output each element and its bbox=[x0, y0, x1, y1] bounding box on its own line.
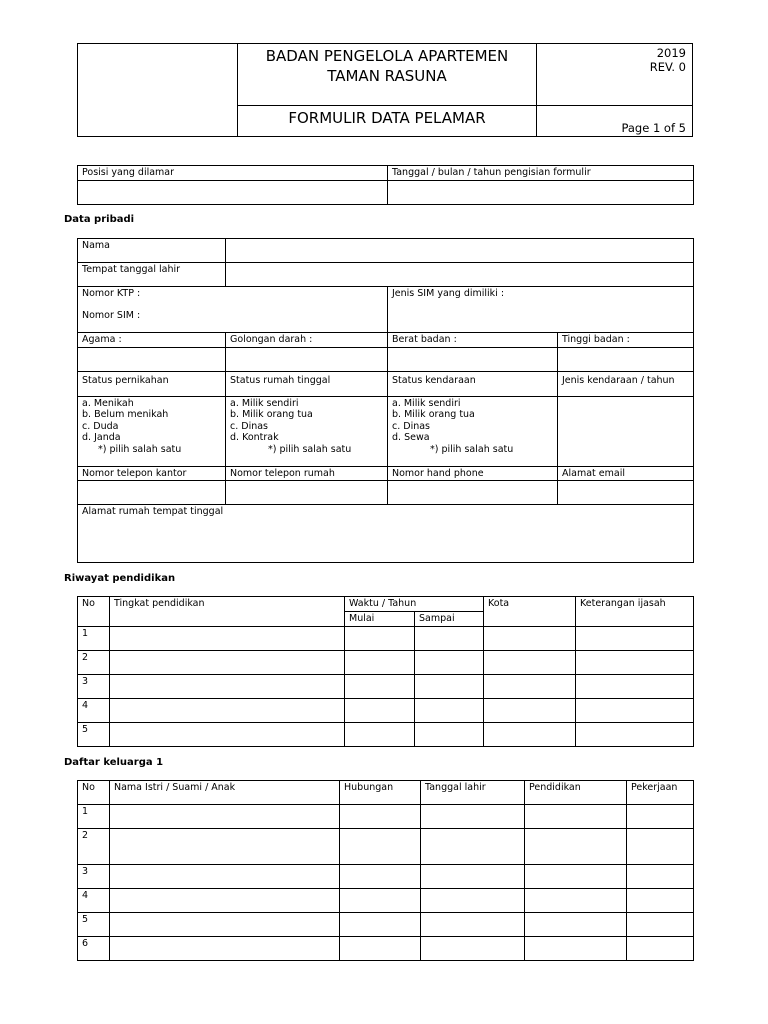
religion-field[interactable] bbox=[78, 347, 226, 371]
form-title-cell bbox=[238, 106, 537, 136]
family-table bbox=[77, 780, 694, 961]
table-row bbox=[78, 937, 694, 961]
education-table bbox=[77, 596, 694, 747]
name-field[interactable] bbox=[226, 239, 694, 263]
edu-col-level: Tingkat pendidikan bbox=[110, 597, 345, 627]
blood-field[interactable] bbox=[226, 347, 388, 371]
height-field[interactable] bbox=[558, 347, 694, 371]
position-label: Posisi yang dilamar bbox=[78, 166, 388, 181]
height-label: Tinggi badan : bbox=[558, 333, 694, 348]
vehicle-status-label: Status kendaraan bbox=[388, 371, 558, 396]
edu-col-end: Sampai bbox=[415, 611, 484, 626]
email-field[interactable] bbox=[558, 481, 694, 505]
marital-option: c. Duda bbox=[82, 420, 119, 432]
row-number: 4 bbox=[78, 698, 110, 722]
edu-col-certificate: Keterangan ijasah bbox=[576, 597, 694, 627]
row-number: 1 bbox=[78, 626, 110, 650]
office-phone-label: Nomor telepon kantor bbox=[78, 466, 226, 481]
page-cell bbox=[537, 106, 692, 136]
row-number: 3 bbox=[78, 674, 110, 698]
choose-one-note: *) pilih salah satu bbox=[430, 443, 514, 455]
org-name-line2: TAMAN RASUNA bbox=[327, 67, 447, 85]
home-phone-label: Nomor telepon rumah bbox=[226, 466, 388, 481]
marital-options[interactable] bbox=[78, 396, 226, 466]
religion-label: Agama : bbox=[78, 333, 226, 348]
vehicle-type-label: Jenis kendaraan / tahun bbox=[558, 371, 694, 396]
edu-col-city: Kota bbox=[484, 597, 576, 627]
table-row bbox=[78, 722, 694, 746]
vehicle-option: b. Milik orang tua bbox=[392, 409, 475, 420]
position-field[interactable] bbox=[78, 180, 388, 204]
table-row bbox=[78, 865, 694, 889]
family-col-relation: Hubungan bbox=[340, 781, 421, 805]
edu-col-period: Waktu / Tahun bbox=[345, 597, 484, 612]
sim-type-cell[interactable] bbox=[388, 287, 694, 333]
page-number: Page 1 of 5 bbox=[621, 121, 686, 135]
vehicle-status-options[interactable] bbox=[388, 396, 558, 466]
row-number: 6 bbox=[78, 937, 110, 961]
section-title-education: Riwayat pendidikan bbox=[64, 573, 176, 584]
housing-options[interactable] bbox=[226, 396, 388, 466]
logo-area bbox=[78, 44, 238, 136]
office-phone-field[interactable] bbox=[78, 481, 226, 505]
revision-cell bbox=[537, 44, 692, 106]
row-number: 3 bbox=[78, 865, 110, 889]
family-col-no: No bbox=[78, 781, 110, 805]
marital-option: b. Belum menikah bbox=[82, 409, 169, 420]
housing-label: Status rumah tinggal bbox=[226, 371, 388, 396]
revision-text: REV. 0 bbox=[649, 60, 686, 74]
row-number: 2 bbox=[78, 650, 110, 674]
ktp-label: Nomor KTP : bbox=[82, 288, 141, 299]
table-row bbox=[78, 626, 694, 650]
family-col-education: Pendidikan bbox=[525, 781, 627, 805]
table-row bbox=[78, 913, 694, 937]
housing-option: b. Milik orang tua bbox=[230, 409, 313, 420]
mobile-phone-label: Nomor hand phone bbox=[388, 466, 558, 481]
marital-label: Status pernikahan bbox=[78, 371, 226, 396]
date-label: Tanggal / bulan / tahun pengisian formulir bbox=[388, 166, 694, 181]
marital-option: d. Janda bbox=[82, 432, 121, 443]
blood-label: Golongan darah : bbox=[226, 333, 388, 348]
table-row bbox=[78, 829, 694, 865]
vehicle-option: c. Dinas bbox=[392, 420, 431, 432]
row-number: 2 bbox=[78, 829, 110, 865]
sim-type-label: Jenis SIM yang dimiliki : bbox=[392, 288, 505, 299]
org-name-line1: BADAN PENGELOLA APARTEMEN bbox=[265, 47, 509, 65]
org-name-cell bbox=[238, 44, 537, 106]
row-number: 4 bbox=[78, 889, 110, 913]
housing-option: d. Kontrak bbox=[230, 432, 279, 443]
birth-field[interactable] bbox=[226, 263, 694, 287]
table-row bbox=[78, 805, 694, 829]
row-number: 5 bbox=[78, 722, 110, 746]
vehicle-option: d. Sewa bbox=[392, 432, 430, 443]
mobile-phone-field[interactable] bbox=[388, 481, 558, 505]
table-row bbox=[78, 698, 694, 722]
weight-label: Berat badan : bbox=[388, 333, 558, 348]
vehicle-type-field[interactable] bbox=[558, 396, 694, 466]
address-label: Alamat rumah tempat tinggal bbox=[82, 506, 224, 517]
edu-col-no: No bbox=[78, 597, 110, 627]
table-row bbox=[78, 650, 694, 674]
position-date-table bbox=[77, 165, 694, 205]
family-col-name: Nama Istri / Suami / Anak bbox=[110, 781, 340, 805]
date-field[interactable] bbox=[388, 180, 694, 204]
name-label: Nama bbox=[78, 239, 226, 263]
choose-one-note: *) pilih salah satu bbox=[268, 443, 352, 455]
family-col-birthdate: Tanggal lahir bbox=[421, 781, 525, 805]
choose-one-note: *) pilih salah satu bbox=[98, 443, 182, 455]
housing-option: c. Dinas bbox=[230, 420, 269, 432]
personal-data-table bbox=[77, 238, 694, 563]
table-row bbox=[78, 674, 694, 698]
form-title: FORMULIR DATA PELAMAR bbox=[288, 109, 486, 127]
section-title-family: Daftar keluarga 1 bbox=[64, 757, 164, 768]
home-phone-field[interactable] bbox=[226, 481, 388, 505]
id-cell[interactable] bbox=[78, 287, 388, 333]
marital-option: a. Menikah bbox=[82, 397, 134, 409]
section-title-personal: Data pribadi bbox=[64, 214, 135, 225]
table-row bbox=[78, 889, 694, 913]
year-text: 2019 bbox=[656, 46, 686, 60]
vehicle-option: a. Milik sendiri bbox=[392, 397, 461, 409]
row-number: 5 bbox=[78, 913, 110, 937]
sim-label: Nomor SIM : bbox=[82, 309, 141, 321]
edu-col-start: Mulai bbox=[345, 611, 415, 626]
header-box bbox=[77, 43, 693, 137]
housing-option: a. Milik sendiri bbox=[230, 397, 299, 409]
weight-field[interactable] bbox=[388, 347, 558, 371]
address-cell[interactable] bbox=[78, 505, 694, 563]
family-col-occupation: Pekerjaan bbox=[627, 781, 694, 805]
row-number: 1 bbox=[78, 805, 110, 829]
email-label: Alamat email bbox=[558, 466, 694, 481]
birth-label: Tempat tanggal lahir bbox=[78, 263, 226, 287]
